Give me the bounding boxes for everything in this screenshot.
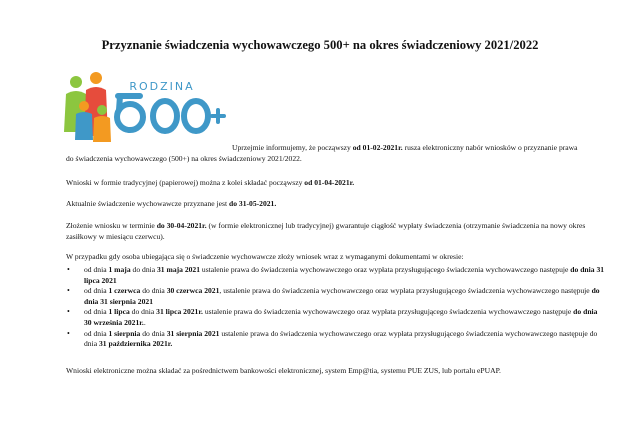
deadline-list <box>66 265 606 350</box>
rodzina-500-logo <box>62 72 227 144</box>
list-item: • od dnia 1 lipca do dnia 31 lipca 2021r. ustalenie prawa do świadczenia wychowawczego oraz wypłata przysługującego świadczenia wychowawczego następuje do dnia 30 września 2021r.. <box>84 307 606 328</box>
page-title: Przyznanie świadczenia wychowawczego 500+ na okres świadczeniowy 2021/2022 <box>101 38 539 52</box>
paragraph-6: Wnioski elektroniczne można składać za pośrednictwem bankowości elektronicznej, system Emp@tia, systemu PUE ZUS, lub portalu ePUAP. <box>66 366 501 375</box>
rodzina-500-plus-logo-icon <box>62 72 227 144</box>
list-item: • od dnia 1 maja do dnia 31 maja 2021 ustalenie prawa do świadczenia wychowawczego oraz wypłata przysługującego świadczenia wychowawczego następuje do dnia 31 lipca 2021 <box>84 265 606 286</box>
paragraph-3: Aktualnie świadczenie wychowawcze przyznane jest do 31-05-2021. <box>66 199 277 208</box>
paragraph-2: Wnioski w formie tradycyjnej (papierowej) można z kolei składać począwszy od 01-04-2021r. <box>66 178 355 187</box>
paragraph-5: W przypadku gdy osoba ubiegająca się o świadczenie wychowawcze złoży wniosek wraz z wymaganymi dokumentami w okresie: <box>66 252 464 261</box>
list-item: • od dnia 1 czerwca do dnia 30 czerwca 2021, ustalenie prawa do świadczenia wychowawczego oraz wypłata przysługującego świadczenia wychowawczego następuje do dnia 31 sierpnia 2021 <box>84 286 606 307</box>
logo-word: RODZINA <box>129 80 195 93</box>
list-item: • od dnia 1 sierpnia do dnia 31 sierpnia 2021 ustalenie prawa do świadczenia wychowawczego oraz wypłata przysługującego świadczenia wychowawczego następuje do dnia 31 października 2021r. <box>84 329 606 350</box>
paragraph-1: Uprzejmie informujemy, że począwszy od 01-02-2021r. rusza elektroniczny nabór wniosków o przyznanie prawa do świadczenia wychowawczego (500+) na okres świadczeniowy 2021/2022. <box>66 143 578 163</box>
paragraph-4: Złożenie wniosku w terminie do 30-04-2021r. (w formie elektronicznej lub tradycyjnej) gwarantuje ciągłość wypłaty świadczenia (otrzymanie świadczenia na nowy okres zasiłkowy w miesiącu czerwcu). <box>66 221 586 241</box>
